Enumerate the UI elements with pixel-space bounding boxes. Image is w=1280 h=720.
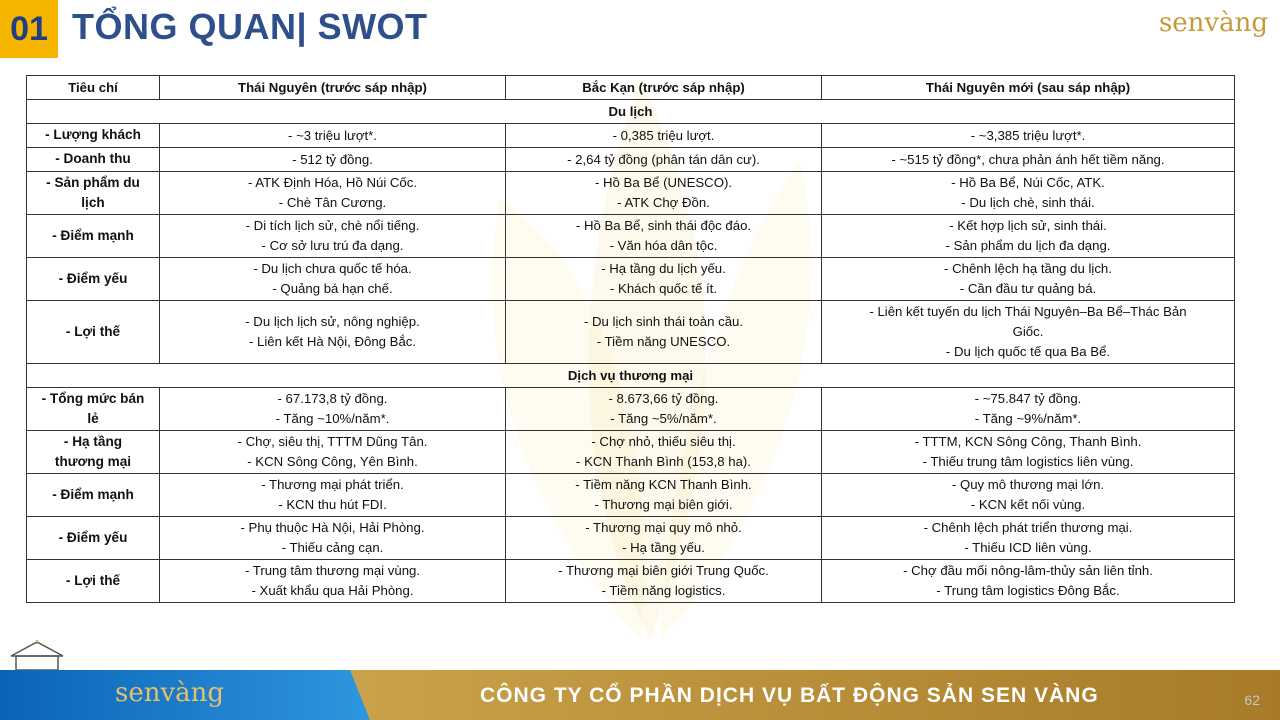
- cell-line: - Chợ nhỏ, thiếu siêu thị.: [591, 434, 736, 450]
- thai-nguyen-new-cell: [822, 517, 1235, 560]
- bac-kan-cell: [506, 148, 822, 172]
- table-row: [27, 124, 1235, 148]
- cell-line: - Kết hợp lịch sử, sinh thái.: [949, 218, 1107, 234]
- brand-logo: senvàng: [1158, 8, 1268, 38]
- cell-line: - Thương mại biên giới.: [594, 497, 733, 512]
- cell-line: - ~515 tỷ đồng*, chưa phản ánh hết tiềm năng.: [891, 151, 1165, 167]
- cell-line: - ~75.847 tỷ đồng.: [974, 391, 1082, 407]
- thai-nguyen-new-cell: [822, 124, 1235, 148]
- bac-kan-cell: [506, 172, 822, 215]
- cell-line: - Phụ thuộc Hà Nội, Hải Phòng.: [240, 520, 425, 536]
- cell-line: thương mại: [54, 454, 132, 469]
- bac-kan-cell: [506, 431, 822, 474]
- cell-line: - Thương mại biên giới Trung Quốc.: [558, 563, 769, 579]
- cell-line: - KCN kết nối vùng.: [970, 497, 1086, 512]
- thai-nguyen-new-cell: [822, 215, 1235, 258]
- cell-line: - Thiếu trung tâm logistics liên vùng.: [922, 454, 1134, 469]
- company-name: CÔNG TY CỔ PHẦN DỊCH VỤ BẤT ĐỘNG SẢN SEN VÀNG: [480, 684, 1099, 707]
- bac-kan-cell: [506, 517, 822, 560]
- criterion-cell: [27, 215, 160, 258]
- table-row: [27, 172, 1235, 215]
- cell-line: - Cơ sở lưu trú đa dạng.: [261, 238, 404, 253]
- table-row: [27, 301, 1235, 364]
- cell-line: - Hạ tầng: [63, 433, 123, 449]
- cell-line: - Du lịch lịch sử, nông nghiệp.: [245, 314, 420, 330]
- bac-kan-cell: [506, 258, 822, 301]
- criterion-cell: [27, 517, 160, 560]
- cell-line: - Văn hóa dân tộc.: [609, 238, 718, 253]
- cell-line: - Quy mô thương mại lớn.: [951, 477, 1105, 493]
- section-row: [27, 100, 1235, 124]
- cell-line: - Thiếu cảng cạn.: [281, 540, 384, 555]
- cell-line: - Điểm yếu: [58, 529, 128, 545]
- thai-nguyen-cell: [160, 474, 506, 517]
- table-row: [27, 215, 1235, 258]
- cell-line: - Hồ Ba Bể, Núi Cốc, ATK.: [951, 175, 1105, 191]
- cell-line: - Di tích lịch sử, chè nổi tiếng.: [245, 218, 420, 234]
- swot-table: [26, 75, 1235, 603]
- cell-line: - 2,64 tỷ đồng (phân tán dân cư).: [567, 151, 760, 167]
- cell-line: - Hạ tầng yếu.: [622, 540, 705, 555]
- criterion-cell: [27, 431, 160, 474]
- section-row: [27, 364, 1235, 388]
- cell-line: - 512 tỷ đồng.: [292, 151, 373, 167]
- cell-line: - KCN thu hút FDI.: [278, 497, 387, 512]
- section-title: Du lịch: [27, 100, 1235, 124]
- section-title: Dịch vụ thương mại: [27, 364, 1235, 388]
- thai-nguyen-new-cell: [822, 431, 1235, 474]
- table-header-row: [27, 76, 1235, 100]
- bac-kan-cell: [506, 388, 822, 431]
- cell-line: - Tăng ~10%/năm*.: [275, 411, 390, 426]
- cell-line: - Quảng bá hạn chế.: [272, 281, 393, 296]
- cell-line: - ATK Định Hóa, Hồ Núi Cốc.: [247, 175, 418, 191]
- cell-line: - Tiềm năng UNESCO.: [596, 334, 731, 349]
- cell-line: - Liên kết Hà Nội, Đông Bắc.: [248, 334, 417, 349]
- cell-line: - Lợi thế: [65, 323, 121, 339]
- header-bac-kan: Bắc Kạn (trước sáp nhập): [506, 76, 822, 100]
- cell-line: - Thương mại phát triển.: [261, 477, 404, 493]
- thai-nguyen-new-cell: [822, 258, 1235, 301]
- cell-line: - Tổng mức bán: [41, 390, 145, 406]
- table-row: [27, 517, 1235, 560]
- building-icon: [6, 640, 68, 670]
- cell-line: - Khách quốc tế ít.: [609, 281, 718, 296]
- cell-line: - Điểm yếu: [58, 270, 128, 286]
- cell-line: - Tiềm năng KCN Thanh Bình.: [575, 477, 752, 493]
- page-title: TỔNG QUAN| SWOT: [72, 6, 428, 47]
- criterion-cell: [27, 474, 160, 517]
- bac-kan-cell: [506, 215, 822, 258]
- cell-line: - Chợ đầu mối nông-lâm-thủy sản liên tỉnh.: [903, 563, 1153, 579]
- section-number: 01: [0, 0, 58, 58]
- cell-line: - Điểm mạnh: [52, 227, 134, 243]
- cell-line: Giốc.: [1012, 324, 1044, 340]
- cell-line: - Doanh thu: [55, 151, 131, 167]
- thai-nguyen-cell: [160, 258, 506, 301]
- cell-line: - 67.173,8 tỷ đồng.: [277, 391, 388, 407]
- thai-nguyen-cell: [160, 388, 506, 431]
- footer: [0, 670, 1280, 720]
- header-thai-nguyen: Thái Nguyên (trước sáp nhập): [160, 76, 506, 100]
- cell-line: - Du lịch sinh thái toàn cầu.: [583, 314, 744, 330]
- criterion-cell: [27, 258, 160, 301]
- thai-nguyen-cell: [160, 517, 506, 560]
- cell-line: - TTTM, KCN Sông Công, Thanh Bình.: [914, 434, 1142, 450]
- cell-line: - 8.673,66 tỷ đồng.: [608, 391, 719, 407]
- cell-line: lẻ: [87, 411, 99, 426]
- cell-line: - Trung tâm logistics Đông Bắc.: [936, 583, 1120, 598]
- cell-line: - Sản phẩm du: [46, 174, 140, 190]
- cell-line: - Lợi thế: [65, 572, 121, 588]
- cell-line: - Chênh lệch hạ tầng du lịch.: [944, 261, 1112, 277]
- cell-line: - Lượng khách: [45, 127, 141, 143]
- criterion-cell: [27, 172, 160, 215]
- table-body: [27, 100, 1235, 603]
- cell-line: - Sản phẩm du lịch đa dạng.: [945, 238, 1111, 253]
- cell-line: - Thương mại quy mô nhỏ.: [585, 520, 742, 536]
- cell-line: - Liên kết tuyến du lịch Thái Nguyên–Ba Bể–Thác Bản: [869, 304, 1187, 320]
- criterion-cell: [27, 124, 160, 148]
- cell-line: lịch: [81, 195, 105, 210]
- cell-line: - Hạ tầng du lịch yếu.: [601, 261, 726, 277]
- thai-nguyen-new-cell: [822, 560, 1235, 603]
- cell-line: - Du lịch chưa quốc tế hóa.: [253, 261, 412, 277]
- thai-nguyen-new-cell: [822, 301, 1235, 364]
- thai-nguyen-cell: [160, 560, 506, 603]
- cell-line: - KCN Thanh Bình (153,8 ha).: [576, 454, 751, 469]
- cell-line: - Chè Tân Cương.: [278, 195, 387, 210]
- cell-line: - ~3,385 triệu lượt*.: [970, 127, 1086, 143]
- cell-line: - Điểm mạnh: [52, 486, 134, 502]
- thai-nguyen-cell: [160, 124, 506, 148]
- cell-line: - Trung tâm thương mại vùng.: [244, 563, 421, 579]
- thai-nguyen-new-cell: [822, 148, 1235, 172]
- thai-nguyen-cell: [160, 215, 506, 258]
- table-row: [27, 431, 1235, 474]
- thai-nguyen-new-cell: [822, 172, 1235, 215]
- cell-line: - Chợ, siêu thị, TTTM Dũng Tân.: [237, 434, 428, 450]
- cell-line: - Du lịch chè, sinh thái.: [961, 195, 1095, 210]
- criterion-cell: [27, 560, 160, 603]
- criterion-cell: [27, 301, 160, 364]
- bac-kan-cell: [506, 124, 822, 148]
- cell-line: - Tăng ~9%/năm*.: [974, 411, 1082, 426]
- cell-line: - Thiếu ICD liên vùng.: [964, 540, 1092, 555]
- table-row: [27, 560, 1235, 603]
- cell-line: - Cần đầu tư quảng bá.: [959, 281, 1097, 296]
- page-number: 62: [1244, 692, 1260, 708]
- criterion-cell: [27, 388, 160, 431]
- bac-kan-cell: [506, 474, 822, 517]
- cell-line: - ~3 triệu lượt*.: [288, 127, 377, 143]
- header-thai-nguyen-new: Thái Nguyên mới (sau sáp nhập): [822, 76, 1235, 100]
- cell-line: - ATK Chợ Đồn.: [617, 195, 710, 210]
- cell-line: - KCN Sông Công, Yên Bình.: [247, 454, 418, 469]
- thai-nguyen-cell: [160, 172, 506, 215]
- bac-kan-cell: [506, 301, 822, 364]
- cell-line: - Hồ Ba Bể (UNESCO).: [594, 175, 733, 191]
- table-row: [27, 258, 1235, 301]
- criterion-cell: [27, 148, 160, 172]
- bac-kan-cell: [506, 560, 822, 603]
- thai-nguyen-cell: [160, 148, 506, 172]
- cell-line: - Du lịch quốc tế qua Ba Bể.: [945, 343, 1111, 359]
- thai-nguyen-new-cell: [822, 474, 1235, 517]
- cell-line: - Xuất khẩu qua Hải Phòng.: [251, 583, 414, 598]
- cell-line: - Tăng ~5%/năm*.: [610, 411, 717, 426]
- header-criterion: Tiêu chí: [27, 76, 160, 100]
- table-row: [27, 148, 1235, 172]
- cell-line: - Tiềm năng logistics.: [601, 583, 726, 598]
- thai-nguyen-cell: [160, 301, 506, 364]
- cell-line: - Hồ Ba Bể, sinh thái độc đáo.: [575, 218, 752, 234]
- table-row: [27, 388, 1235, 431]
- cell-line: - 0,385 triệu lượt.: [612, 127, 715, 143]
- footer-logo: senvàng: [115, 678, 225, 708]
- table-row: [27, 474, 1235, 517]
- thai-nguyen-new-cell: [822, 388, 1235, 431]
- cell-line: - Chênh lệch phát triển thương mại.: [923, 520, 1133, 536]
- thai-nguyen-cell: [160, 431, 506, 474]
